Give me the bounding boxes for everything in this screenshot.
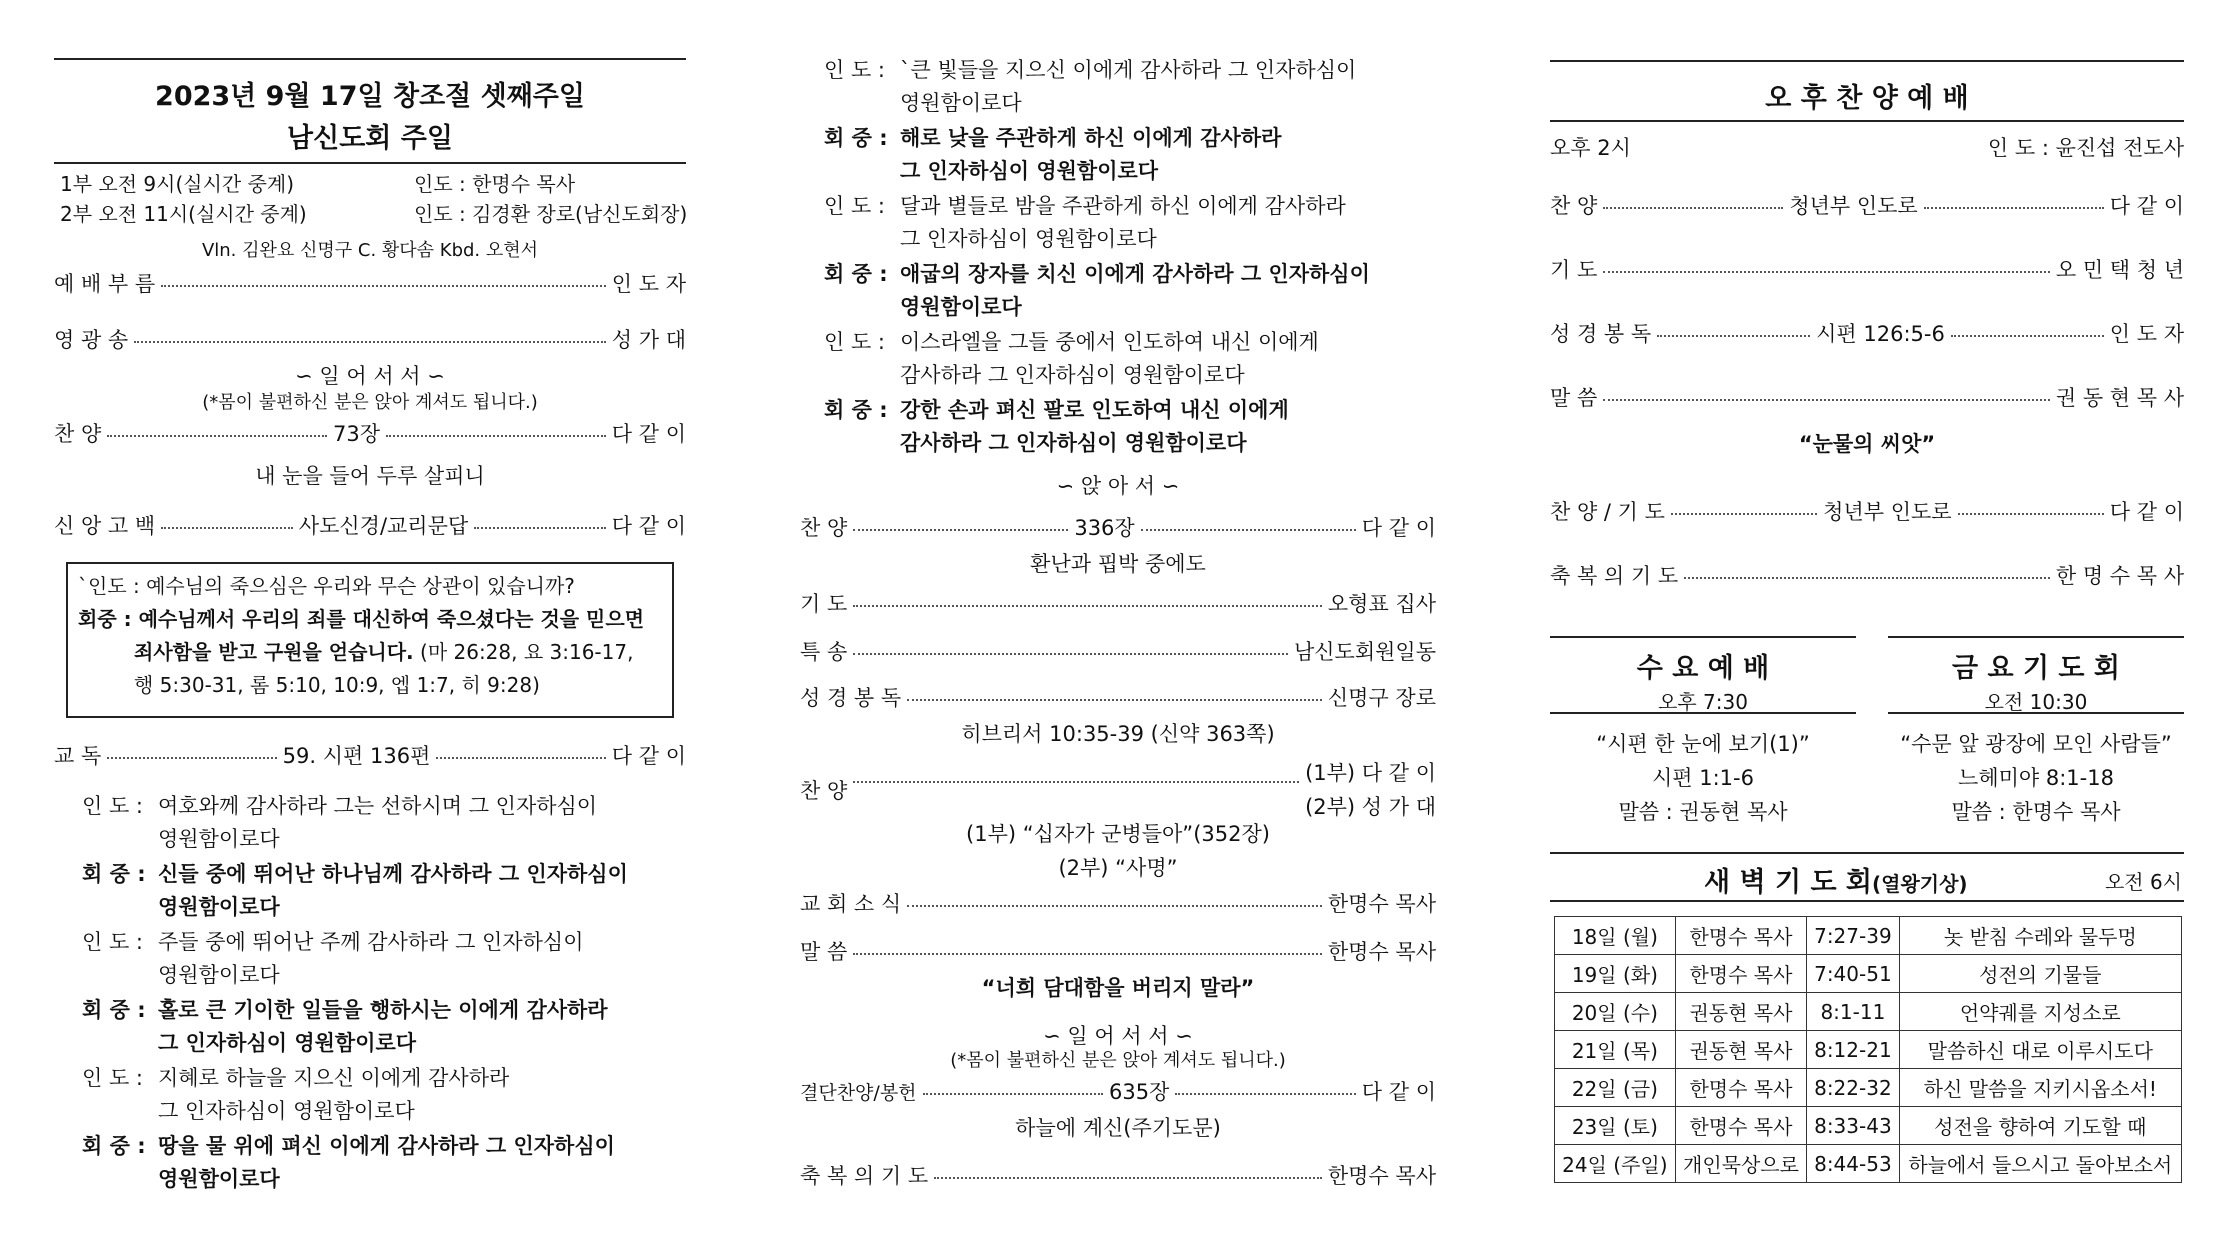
litany-line: 강한 손과 펴신 팔로 인도하여 내신 이에게 [900,398,1289,422]
order-leader: 한명수 목사 [1327,892,1436,916]
leader-dots [107,757,276,759]
afternoon-order-scripture [1550,316,2184,350]
leader-dots [1951,335,2104,337]
dawn-rule [1550,900,2184,902]
litany-speaker: 회 중 : [82,1134,146,1158]
afternoon-time: 오후 2시 [1550,136,1631,160]
friday-time: 오전 10:30 [1984,690,2088,714]
order-gloria [54,322,686,356]
service-1-leader: 인도 : 한명수 목사 [414,172,576,196]
wednesday-rule [1550,636,1856,638]
cell-passage: 7:27-39 [1807,917,1899,955]
order-label: 성 경 봉 독 [1550,322,1652,346]
cell-preacher: 한명수 목사 [1675,1107,1806,1145]
leader-dots [1603,207,1783,209]
table-row [1555,993,2182,1031]
litany-line: 영원함이로다 [158,895,280,919]
table-row [1555,955,2182,993]
leader-dots [853,653,1288,655]
stand-up-note: ∽ 일 어 서 서 ∽ [1043,1024,1193,1048]
order-leader: 오 민 택 청 년 [2055,258,2184,282]
order-label: 찬 양 [800,516,848,540]
order-label: 축 복 의 기 도 [1550,564,1679,588]
litany-item [824,190,1436,256]
cell-topic: 하늘에서 들으시고 돌아보소서 [1899,1145,2181,1183]
cell-preacher: 권동현 목사 [1675,1031,1806,1069]
service-1-time: 1부 오전 9시(실시간 중계) [60,172,295,196]
table-row [1555,1145,2182,1183]
friday-topic: “수문 앞 광장에 모인 사람들” [1900,732,2172,756]
cell-topic: 하신 말씀을 지키시옵소서! [1899,1069,2181,1107]
cell-date: 18일 (월) [1555,917,1676,955]
litany-line: 홀로 큰 기이한 일들을 행하시는 이에게 감사하라 [158,998,608,1022]
leader-dots [853,605,1322,607]
catechism-ref: (마 26:28, 요 3:16-17, [413,640,634,664]
leader-dots [907,699,1322,701]
litany-speaker: 인 도 : [824,330,885,354]
friday-rule [1888,636,2184,638]
title-rule [1550,120,2184,122]
order-leader: 한 명 수 목 사 [2055,564,2184,588]
leader-dots [1671,513,1817,515]
cell-topic: 성전의 기물들 [1899,955,2181,993]
afternoon-leader: 인 도 : 윤진섭 전도사 [1987,136,2184,160]
litany-speaker: 회 중 : [824,398,888,422]
friday-rule [1888,712,2184,714]
order-anthem [800,761,1436,819]
dawn-prayer-table [1554,916,2182,1183]
reading-text: 59. 시편 136편 [282,744,431,768]
order-detail: 청년부 인도로 [1789,194,1918,218]
order-creed [54,508,686,542]
litany-line: 감사하라 그 인자하심이 영원함이로다 [900,431,1247,455]
anthem-2: (2부) “사명” [1058,856,1178,880]
order-leader: 신명구 장로 [1327,686,1436,710]
leader-dots [1141,529,1356,531]
litany-line: 주들 중에 뛰어난 주께 감사하라 그 인자하심이 [158,930,584,954]
order-label: 찬 양 [800,779,848,803]
litany-line: 영원함이로다 [900,91,1022,115]
order-leader: 다 같 이 [611,514,687,538]
cell-date: 21일 (목) [1555,1031,1676,1069]
bulletin-subtitle: 남신도회 주일 [287,123,453,154]
litany-line: 영원함이로다 [158,827,280,851]
leader-dots [474,527,606,529]
order-label: 찬 양 [1550,194,1598,218]
order-label: 찬 양 [54,422,102,446]
cell-topic: 성전을 향하여 기도할 때 [1899,1107,2181,1145]
dawn-prayer-book: (열왕기상) [1872,872,1968,896]
leader-dots [107,435,327,437]
catechism-box [66,562,674,718]
wednesday-rule [1550,712,1856,714]
column-afternoon-and-weekly [1550,0,2184,1234]
litany-item [824,122,1436,188]
order-label: 찬 양 / 기 도 [1550,500,1665,524]
afternoon-order-praise [1550,188,2184,222]
litany-line: 여호와께 감사하라 그는 선하시며 그 인자하심이 [158,794,598,818]
afternoon-order-praise-prayer [1550,494,2184,528]
order-label: 말 씀 [1550,386,1598,410]
order-label: 기 도 [1550,258,1598,282]
leader-dots [1175,1093,1355,1095]
cell-topic: 놋 받침 수레와 물두멍 [1899,917,2181,955]
order-label: 영 광 송 [54,328,129,352]
order-label: 특 송 [800,640,848,664]
cell-topic: 언약궤를 지성소로 [1899,993,2181,1031]
afternoon-order-benediction [1550,558,2184,592]
catechism-answer-bold: 죄사함을 받고 구원을 얻습니다. [134,640,414,664]
order-call-to-worship [54,266,686,300]
table-row [1555,1069,2182,1107]
title-rule [54,162,686,164]
catechism-refs: 행 5:30-31, 롬 5:10, 10:9, 엡 1:7, 히 9:28) [134,673,540,697]
order-leader: 다 같 이 [611,422,687,446]
order-detail: 시편 126:5-6 [1816,322,1945,346]
litany-item [82,1130,686,1196]
hymn-number: 635장 [1108,1080,1170,1104]
litany-item [824,326,1436,392]
litany-line: 감사하라 그 인자하심이 영원함이로다 [900,363,1245,387]
table-row [1555,1031,2182,1069]
order-prayer [800,586,1436,620]
dawn-prayer-title: 새 벽 기 도 회 [1704,867,1873,898]
column-morning-service [54,0,686,1234]
dawn-prayer-time: 오전 6시 [2104,870,2182,894]
dawn-prayer-rows [1555,917,2182,1183]
cell-passage: 8:1-11 [1807,993,1899,1031]
wednesday-topic: “시편 한 눈에 보기(1)” [1596,732,1810,756]
top-rule [54,58,686,60]
order-special-music [800,634,1436,668]
order-leader: 인 도 자 [611,272,686,296]
stand-up-subnote: (*몸이 불편하신 분은 앉아 계셔도 됩니다.) [950,1050,1286,1071]
order-hymn [54,416,686,450]
table-row [1555,917,2182,955]
litany-line: 그 인자하심이 영원함이로다 [900,227,1157,251]
leader-dots [1958,513,2104,515]
friday-scripture: 느헤미야 8:1-18 [1958,766,2114,790]
wednesday-preacher: 말씀 : 권동현 목사 [1618,800,1788,824]
litany-line: 땅을 물 위에 펴신 이에게 감사하라 그 인자하심이 [158,1134,615,1158]
anthem-leaders [1305,756,1436,824]
wednesday-scripture: 시편 1:1-6 [1652,766,1754,790]
hymn-number: 73장 [333,422,381,446]
leader-dots [1603,271,2050,273]
leader-dots [161,527,293,529]
afternoon-order-prayer [1550,252,2184,286]
friday-preacher: 말씀 : 한명수 목사 [1951,800,2121,824]
bulletin-date-title: 2023년 9월 17일 창조절 셋째주일 [155,81,585,112]
anthem-1: (1부) “십자가 군병들아”(352장) [966,822,1270,846]
cell-preacher: 한명수 목사 [1675,917,1806,955]
cell-passage: 7:40-51 [1807,955,1899,993]
cell-date: 24일 (주일) [1555,1145,1676,1183]
leader-dots [934,1177,1322,1179]
service-2-leader: 인도 : 김경환 장로(남신도회장) [414,202,688,226]
cell-preacher: 한명수 목사 [1675,1069,1806,1107]
cell-date: 22일 (금) [1555,1069,1676,1107]
creed-text: 사도신경/교리문답 [298,514,469,538]
order-offering [800,1074,1436,1108]
order-leader: 한명수 목사 [1327,1164,1436,1188]
order-leader: 권 동 현 목 사 [2055,386,2184,410]
order-label: 신 앙 고 백 [54,514,156,538]
sermon-title: “너희 담대함을 버리지 말라” [981,976,1255,1000]
cell-passage: 8:22-32 [1807,1069,1899,1107]
litany-item [82,790,686,856]
cell-passage: 8:44-53 [1807,1145,1899,1183]
cell-passage: 8:12-21 [1807,1031,1899,1069]
litany-line: 영원함이로다 [900,295,1022,319]
wednesday-service-title: 수 요 예 배 [1636,653,1770,684]
top-rule [1550,60,2184,62]
order-scripture [800,680,1436,714]
stand-up-subnote: (*몸이 불편하신 분은 앉아 계셔도 됩니다.) [202,392,538,413]
litany-speaker: 인 도 : [82,930,143,954]
order-leader: 다 같 이 [2109,194,2184,218]
hymn-title: 내 눈을 들어 두루 살피니 [255,464,485,488]
leader-dots [134,341,606,343]
friday-prayer-title: 금 요 기 도 회 [1951,653,2120,684]
order-label: 결단찬양/봉헌 [800,1081,917,1104]
afternoon-sermon-title: “눈물의 씨앗” [1798,432,1936,456]
litany-speaker: 회 중 : [82,862,146,886]
leader-dots [853,781,1299,783]
litany-line: 신들 중에 뛰어난 하나님께 감사하라 그 인자하심이 [158,862,628,886]
order-detail: 청년부 인도로 [1823,500,1952,524]
litany-line: 그 인자하심이 영원함이로다 [900,159,1159,183]
order-leader: 다 같 이 [1361,516,1436,540]
wednesday-time: 오후 7:30 [1658,690,1748,714]
hymn-title: 환난과 핍박 중에도 [1030,552,1206,576]
litany-item [82,1062,686,1128]
litany-line: 이스라엘을 그들 중에서 인도하여 내신 이에게 [900,330,1319,354]
litany-line: 그 인자하심이 영원함이로다 [158,1031,417,1055]
litany-line: 달과 별들로 밤을 주관하게 하신 이에게 감사하라 [900,194,1346,218]
cell-topic: 말씀하신 대로 이루시도다 [1899,1031,2181,1069]
leader-dots [386,435,606,437]
service-2-time: 2부 오전 11시(실시간 중계) [60,202,307,226]
litany-speaker: 인 도 : [824,58,885,82]
leader-dots [161,285,606,287]
order-label: 교 독 [54,744,102,768]
catechism-answer-line1: 회중 : 예수님께서 우리의 죄를 대신하여 죽으셨다는 것을 믿으면 [78,607,645,631]
litany-item [82,926,686,992]
order-label: 말 씀 [800,940,848,964]
order-label: 성 경 봉 독 [800,686,902,710]
cell-preacher: 개인묵상으로 [1675,1145,1806,1183]
stand-up-note: ∽ 일 어 서 서 ∽ [295,364,445,388]
anthem-leader-1: (1부) 다 같 이 [1305,761,1436,785]
catechism-answer-line2 [78,636,662,669]
order-responsive-reading [54,738,686,772]
order-label: 교 회 소 식 [800,892,902,916]
litany-item [824,258,1436,324]
scripture-reference: 히브리서 10:35-39 (신약 363쪽) [961,722,1275,746]
litany-item [824,54,1436,120]
sit-down-note: ∽ 앉 아 서 ∽ [1056,474,1180,498]
cell-date: 23일 (토) [1555,1107,1676,1145]
litany-line: 그 인자하심이 영원함이로다 [158,1099,415,1123]
dawn-rule [1550,852,2184,854]
order-label: 축 복 의 기 도 [800,1164,929,1188]
cell-preacher: 한명수 목사 [1675,955,1806,993]
order-benediction [800,1158,1436,1192]
cell-passage: 8:33-43 [1807,1107,1899,1145]
litany-line: 애굽의 장자를 치신 이에게 감사하라 그 인자하심이 [900,262,1370,286]
order-leader: 인 도 자 [2109,322,2185,346]
leader-dots [1603,399,2050,401]
litany-line: `큰 빛들을 지으신 이에게 감사하라 그 인자하심이 [900,58,1357,82]
order-church-news [800,886,1436,920]
order-hymn [800,510,1436,544]
leader-dots [436,757,605,759]
anthem-leader-2: (2부) 성 가 대 [1305,795,1436,819]
leader-dots [1684,577,2050,579]
leader-dots [1657,335,1810,337]
litany-speaker: 인 도 : [824,194,885,218]
order-leader: 성 가 대 [611,328,686,352]
litany-item [82,994,686,1060]
leader-dots [1924,207,2104,209]
litany-line: 해로 낮을 주관하게 하신 이에게 감사하라 [900,126,1282,150]
leader-dots [923,1093,1103,1095]
litany-speaker: 인 도 : [82,1066,143,1090]
hymn-number: 336장 [1074,516,1135,540]
closing-hymn-title: 하늘에 계신(주기도문) [1015,1116,1221,1140]
order-leader: 다 같 이 [1361,1080,1436,1104]
leader-dots [907,905,1322,907]
musicians: Vln. 김완요 신명구 C. 황다솜 Kbd. 오현서 [201,240,539,261]
catechism-question: `인도 : 예수님의 죽으심은 우리와 무슨 상관이 있습니까? [78,574,575,598]
litany-speaker: 회 중 : [82,998,146,1022]
order-leader: 다 같 이 [611,744,687,768]
order-leader: 다 같 이 [2109,500,2185,524]
litany-speaker: 인 도 : [82,794,143,818]
litany-item [824,394,1436,460]
litany-speaker: 회 중 : [824,126,888,150]
leader-dots [853,529,1068,531]
column-morning-service-continued [800,0,1436,1234]
litany-item [82,858,686,924]
order-sermon [800,934,1436,968]
litany-speaker: 회 중 : [824,262,888,286]
order-leader: 남신도회원일동 [1293,640,1436,664]
order-leader: 오형표 집사 [1327,592,1436,616]
litany-line: 지혜로 하늘을 지으신 이에게 감사하라 [158,1066,510,1090]
order-label: 기 도 [800,592,848,616]
leader-dots [853,953,1322,955]
order-leader: 한명수 목사 [1327,940,1436,964]
litany-line: 영원함이로다 [158,963,280,987]
cell-date: 20일 (수) [1555,993,1676,1031]
cell-date: 19일 (화) [1555,955,1676,993]
table-row [1555,1107,2182,1145]
afternoon-service-title: 오 후 찬 양 예 배 [1765,83,1969,114]
cell-preacher: 권동현 목사 [1675,993,1806,1031]
order-label: 예 배 부 름 [54,272,156,296]
litany-line: 영원함이로다 [158,1167,280,1191]
dawn-prayer-heading [1704,860,1968,899]
afternoon-order-sermon [1550,380,2184,414]
